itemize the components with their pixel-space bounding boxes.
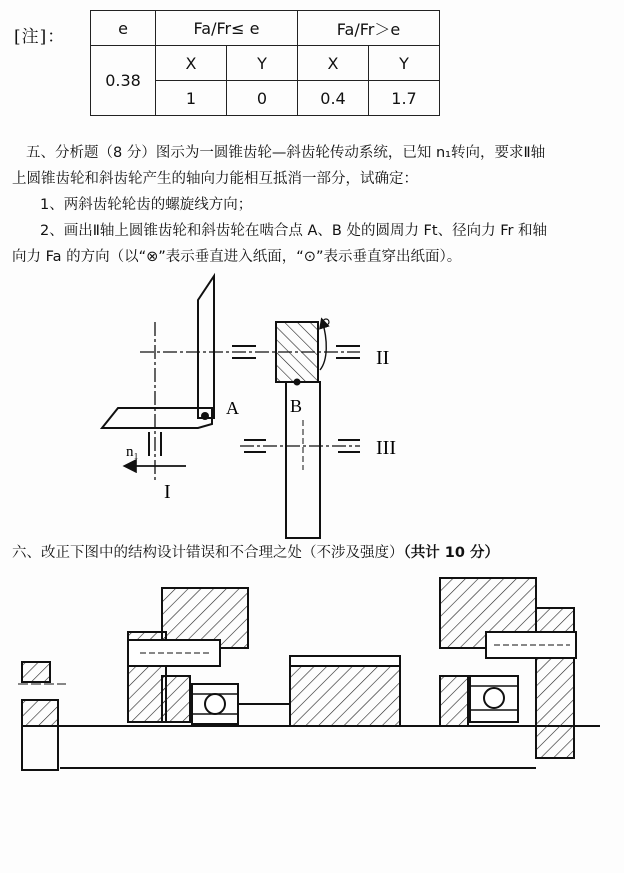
- label-ii: II: [376, 347, 390, 369]
- section5-line1: 五、分析题（8 分）图示为一圆锥齿轮—斜齿轮传动系统，已知 n₁转向，要求Ⅱ轴: [26, 145, 546, 161]
- value-x2: 0.4: [298, 81, 369, 116]
- value-y1: 0: [227, 81, 298, 116]
- section6-question: 六、改正下图中的结构设计错误和不合理之处（不涉及强度）: [12, 545, 404, 561]
- header-group-2: Fa/Fr＞e: [298, 11, 440, 46]
- sub-header-x2: X: [298, 46, 369, 81]
- label-n1: n₁: [126, 444, 139, 460]
- note-label: [注]：: [14, 27, 66, 47]
- label-a: A: [226, 398, 239, 418]
- sub-header-x1: X: [156, 46, 227, 81]
- header-e: e: [91, 11, 156, 46]
- bevel-gear-ii: [198, 276, 214, 418]
- bevel-gear-i: [102, 408, 212, 428]
- mesh-point-a: [201, 412, 209, 420]
- value-x1: 1: [156, 81, 227, 116]
- label-b: B: [290, 396, 303, 416]
- header-group-1: Fa/Fr≤ e: [156, 11, 298, 46]
- helical-gear-ii: [276, 322, 318, 382]
- section5-item1: 1、两斜齿轮轮齿的螺旋线方向；: [40, 197, 253, 213]
- middle-gear: [290, 666, 400, 726]
- section5-line2: 上圆锥齿轮和斜齿轮产生的轴向力能相互抵消一部分，试确定：: [12, 171, 418, 187]
- section5-item2b: 向力 Fa 的方向（以“⊗”表示垂直进入纸面，“⊙”表示垂直穿出纸面）。: [12, 249, 462, 265]
- label-iii: III: [376, 437, 396, 459]
- row-label: 0.38: [91, 46, 156, 116]
- section5-item2: 2、画出Ⅱ轴上圆锥齿轮和斜齿轮在啮合点 A、B 处的圆周力 Ft、径向力 Fr 和轴: [40, 223, 548, 239]
- sub-header-y1: Y: [227, 46, 298, 81]
- sub-header-y2: Y: [369, 46, 440, 81]
- section6-text: [12, 540, 499, 566]
- value-y2: 1.7: [369, 81, 440, 116]
- label-i: I: [164, 481, 171, 503]
- section6-score: （共计 10 分）: [403, 545, 500, 561]
